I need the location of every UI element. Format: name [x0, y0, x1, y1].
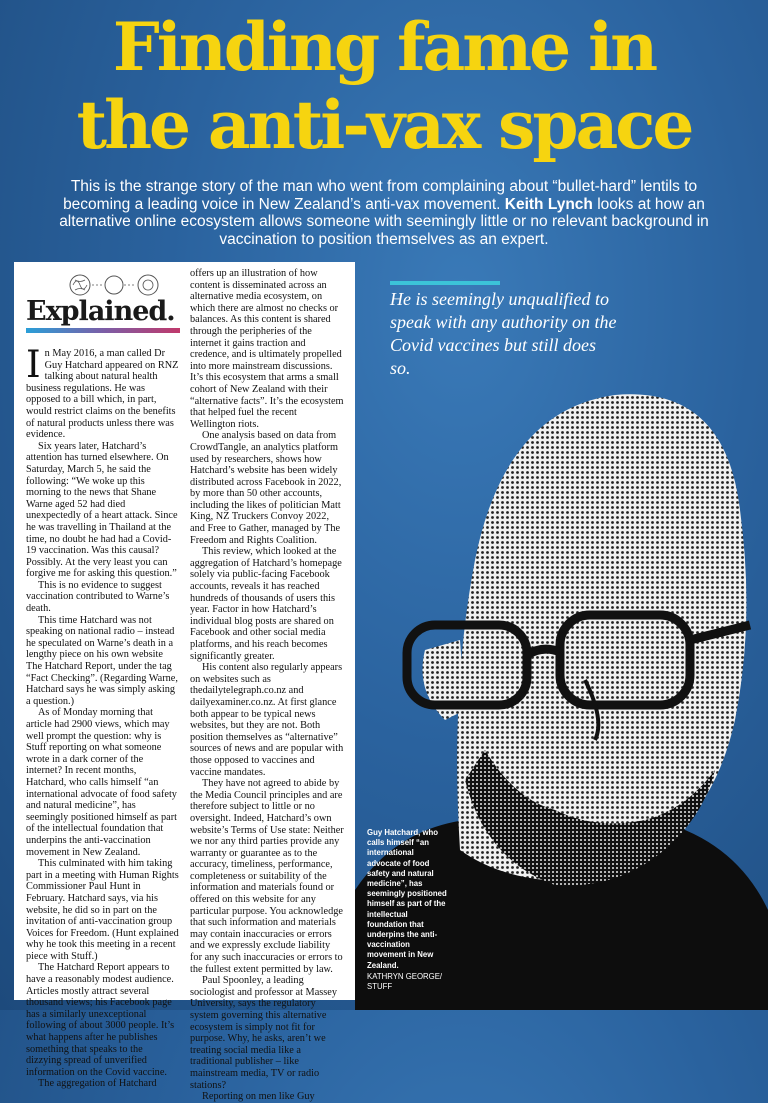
headline-line-2: the anti-vax space [76, 86, 692, 164]
paragraph: As of Monday morning that article had 2900 views, which may well prompt the question: why is Stuff reporting on what someone wrote in a dark corner of the internet? In recent months, Hatchard, who calls himself “an international advocate of food safety and natural medicine”, has seemingly positioned himself as part of the intellectual foundation that underpins the anti-vaccination movement in New Zealand. [26, 707, 177, 858]
pullquote: He is seemingly unqualified to speak with any authority on the Covid vaccines but still does so. [390, 289, 617, 378]
section-rule [26, 328, 180, 333]
article-column-1 [26, 343, 179, 1090]
paragraph: His content also regularly appears on websites such as thedailytelegraph.co.nz and dailyexaminer.co.nz. At first glance both appear to be typical news websites, but they are not. Both position themselves as “alternative” sources of news and are popular with those opposed to vaccines and vaccine mandates. [190, 662, 344, 778]
paragraph: This review, which looked at the aggregation of Hatchard’s homepage solely via public-facing Facebook accounts, reveals it has reached hundreds of thousands of users this year. Factor in how Hatchard’s individual blog posts are shared on Facebook and other social media platforms, and his reach becomes significantly greater. [190, 546, 342, 662]
paragraph: The aggregation of Hatchard [38, 1078, 157, 1090]
pullquote-rule [390, 281, 500, 285]
paragraph: This is no evidence to suggest vaccination contributed to Warne’s death. [26, 579, 170, 615]
paragraph: Paul Spoonley, a leading sociologist and professor at Massey University, says the regulatory system governing this alternative ecosystem is simply not fit for purpose. Why, he asks, aren’t we treating social media like a traditional publisher – like mainstream media, TV or radio stations? [190, 975, 337, 1091]
photo-caption [367, 828, 449, 992]
paragraph: In May 2016, a man called Dr Guy Hatchard appeared on RNZ talking about natural health business regulations. He was opposed to a bill which, in part, would restrict claims on the benefits of natural products unless there was evidence. [26, 343, 179, 441]
standfirst-text-1: This is the strange story of the man who went from complaining about “bullet-hard” lentils to becoming a leading voice in New Zealand’s anti-vax movement. [63, 178, 698, 213]
paragraph: Reporting on men like Guy [202, 1091, 315, 1103]
drop-cap: I [26, 343, 41, 386]
paragraph: The Hatchard Report appears to have a reasonably modest audience. Articles mostly attract several thousand views; his Facebook page has a similarly unexceptional following of about 3000 people. It’s what happens after he publishes something that speaks to the dizzying spread of unverified information on the Covid vaccine. [26, 962, 175, 1078]
standfirst [40, 178, 728, 248]
paragraph: offers up an illustration of how content is disseminated across an alternative media ecosystem, on which there are almost no checks or balances. As this content is shared through the peripheries of the internet it gains traction and credence, and is ultimately propelled into more mainstream discussions. It’s this ecosystem that arms a small cohort of New Zealand with their “alternative facts”. It’s the ecosystem that helped fuel the recent Wellington riots. [190, 268, 344, 430]
photo-credit: KATHRYN GEORGE/ STUFF [367, 971, 443, 992]
paragraph: Six years later, Hatchard’s attention has turned elsewhere. On Saturday, March 5, he said the following: “We woke up this morning to the news that Shane Warne aged 52 had died unexpectedly of a heart attack. Since he was travelling in Thailand at the time, no doubt he had had a Covid-19 vaccination. Was this causal? Possibly. At the very least you can forgive me for asking this question.” [26, 440, 178, 580]
paragraph: This time Hatchard was not speaking on national radio – instead he speculated on Warne’s death in a lengthy piece on his own website The Hatchard Report, under the tag “Fact Checking”. (Regarding Warne, Hatchard says he was simply asking a question.) [26, 614, 178, 707]
paragraph: This culminated with him taking part in a meeting with Human Rights Commissioner Paul Hunt in February. Hatchard says, via his website, he did so in part on the invitation of anti-vaccination group Voices for Freedom. (Hunt explained why he took this meeting in a recent piece with Stuff.) [26, 858, 179, 962]
author-byline: Keith Lynch [504, 195, 593, 213]
article-column-2 [190, 268, 344, 1103]
section-label: Explained. [26, 296, 175, 327]
paragraph: They have not agreed to abide by the Media Council principles and are therefore subject to little or no oversight. Indeed, Hatchard’s own website’s Terms of Use state: Neither we nor any third parties provide any warranty or guarantee as to the accuracy, timeliness, performance, completeness or suitability of the information and materials found or offered on this website for any particular purpose. You acknowledge that such information and materials may contain inaccuracies or errors and we expressly exclude liability for any such inaccuracies or errors to the fullest extent permitted by law. [190, 778, 344, 975]
headline-line-1: Finding fame in [112, 8, 656, 86]
paragraph: One analysis based on data from CrowdTangle, an analytics platform used by researchers, shows how Hatchard’s website has been widely distributed across Facebook in 2022, by more than 50 other accounts, including the likes of politician Matt King, NZ Truckers Convoy 2022, and Free to Gather, managed by The Freedom and Rights Coalition. [190, 430, 342, 546]
caption-text: Guy Hatchard, who calls himself “an international advocate of food safety and natural medicine”, has seemingly positioned himself as part of the intellectual foundation that underpins the anti-vaccination movement in New Zealand. [367, 828, 447, 970]
standfirst-text-2: looks at how an alternative online ecosystem allows someone with seemingly little or no relevant background in vaccination to position themselves as an expert. [59, 195, 709, 248]
article-panel [14, 262, 355, 1103]
